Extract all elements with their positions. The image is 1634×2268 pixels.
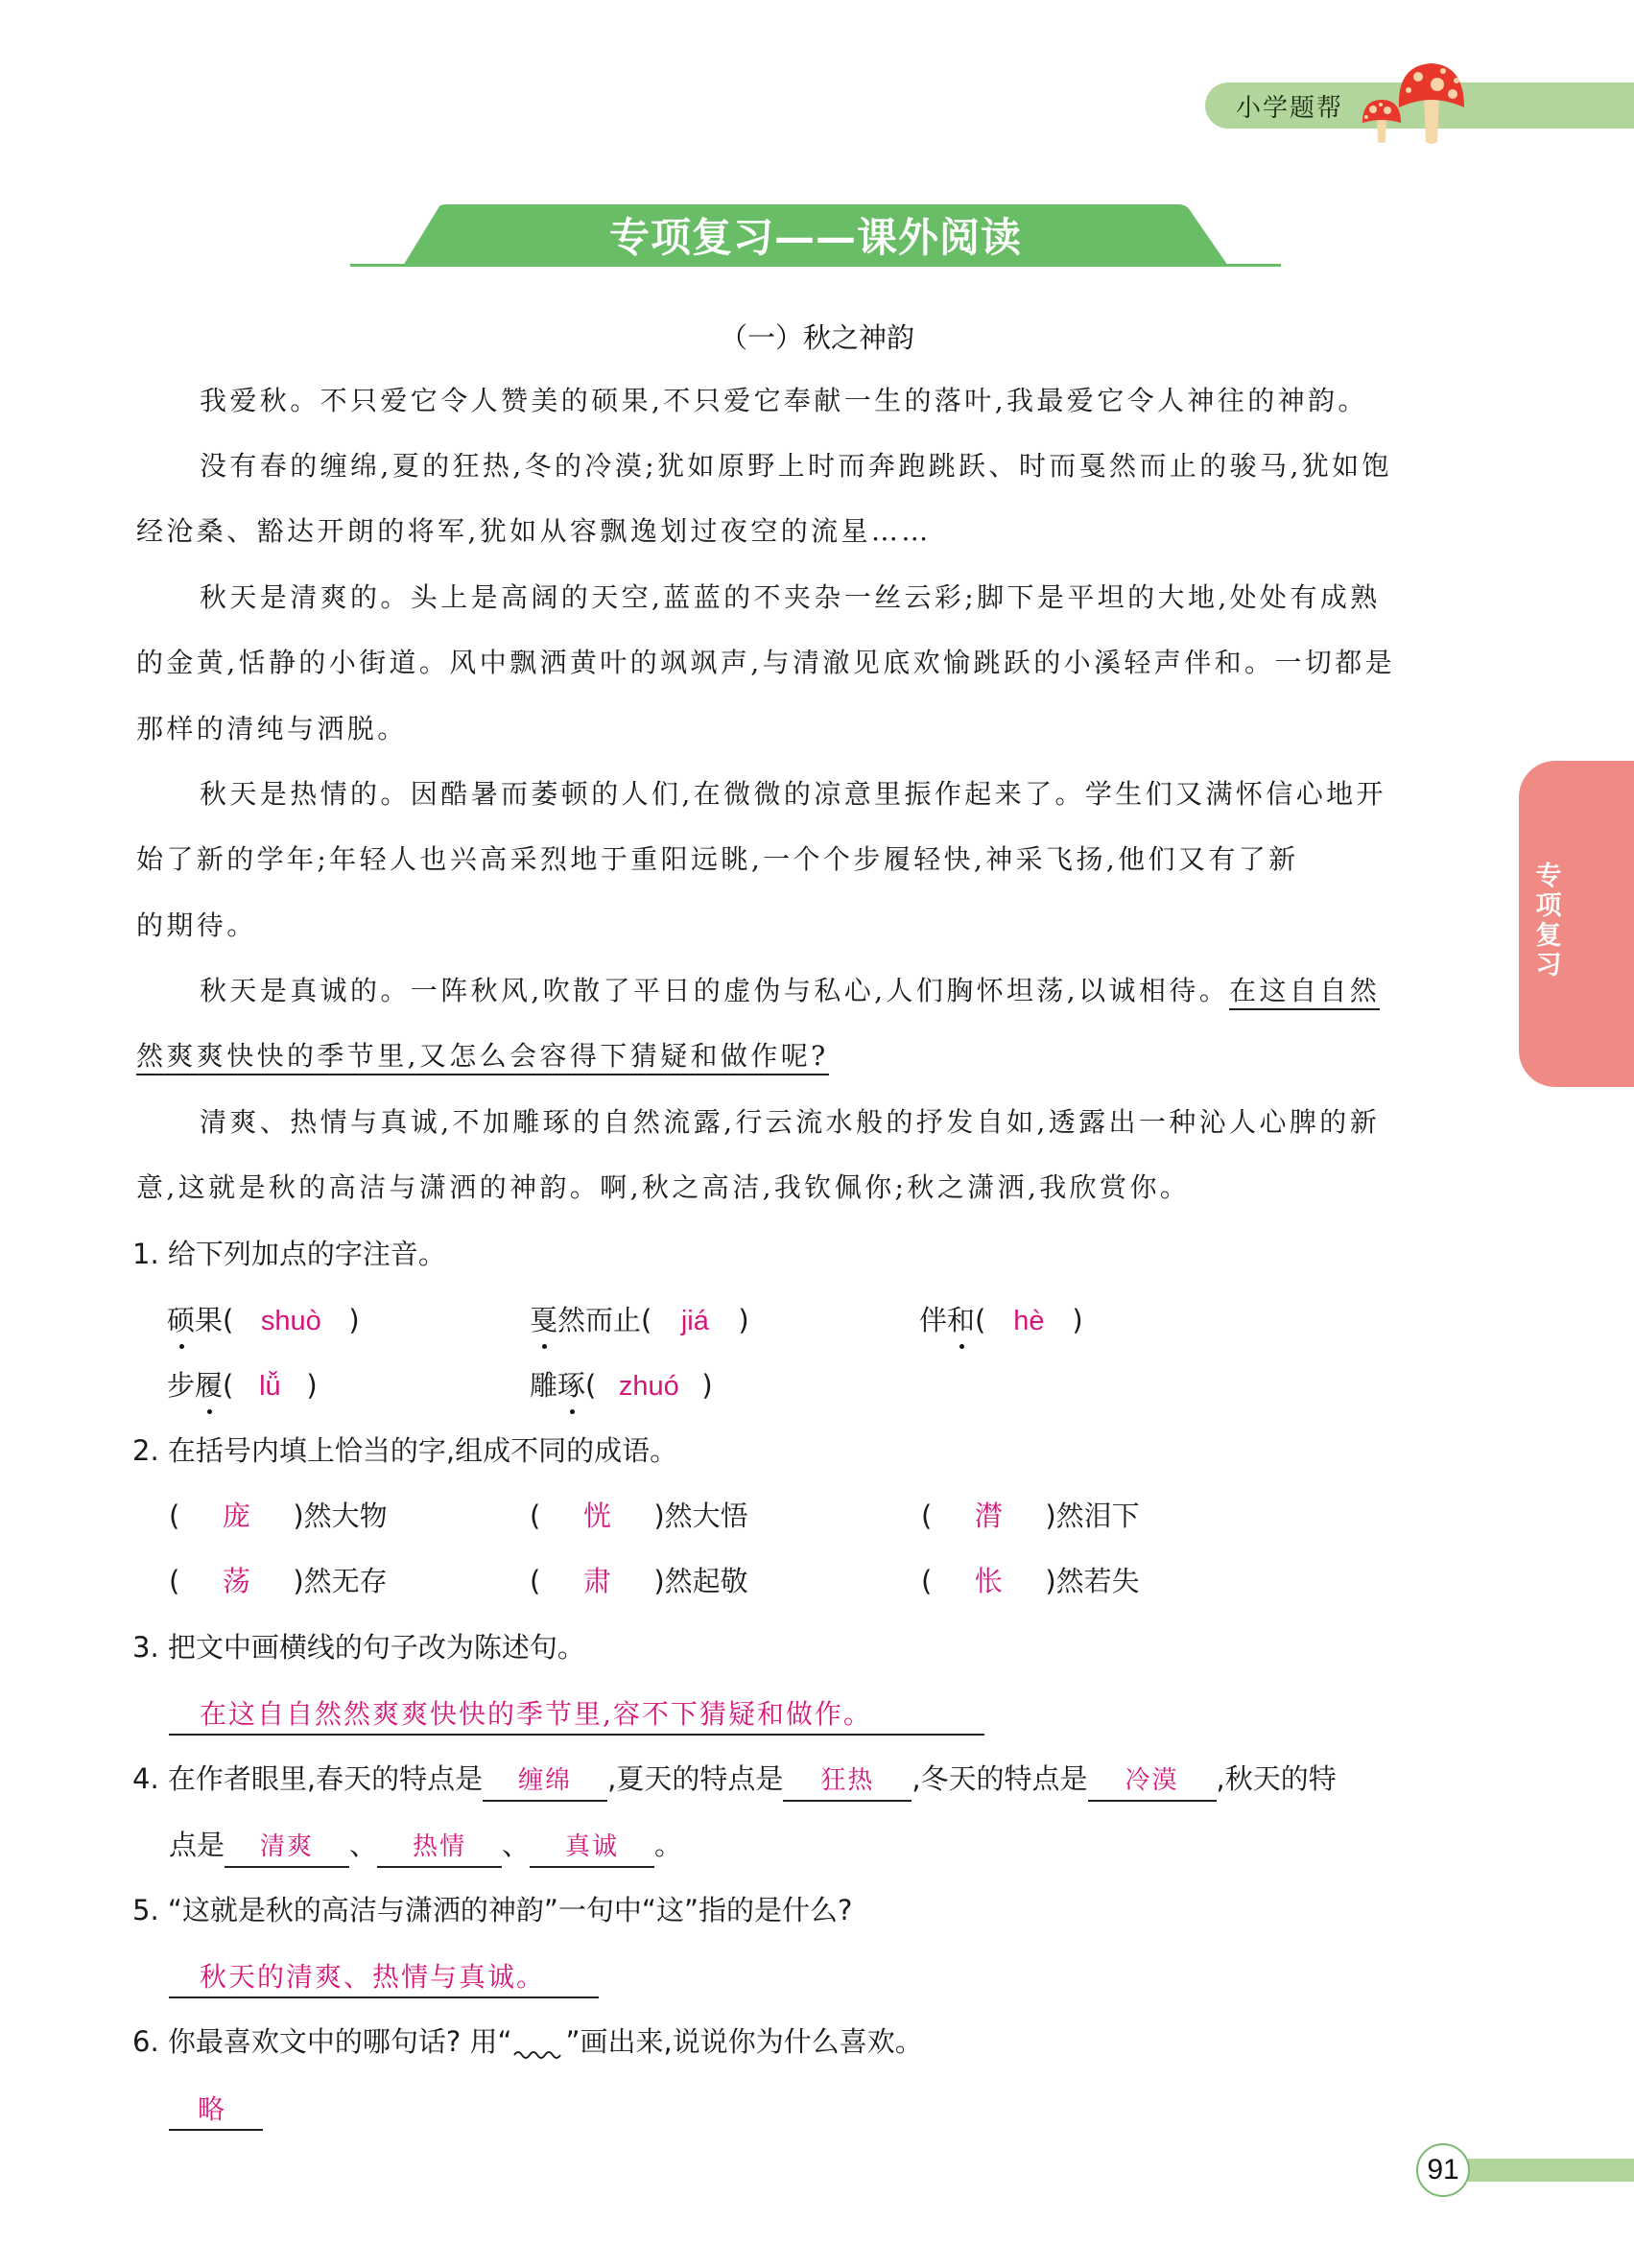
q1-item-4 <box>167 1366 318 1406</box>
q1-item-text: 然而止( <box>557 1304 652 1336</box>
dotted-char: 琢 <box>557 1366 585 1405</box>
pinyin-answer: shuò <box>260 1306 321 1336</box>
q6-text: 6. 你最喜欢文中的哪句话? 用“ <box>132 2025 512 2058</box>
q1-item-1 <box>167 1301 360 1340</box>
passage-line: 秋天是热情的。因酷暑而萎顿的人们,在微微的凉意里振作起来了。学生们又满怀信心地开 <box>200 778 1386 810</box>
q2-item-5 <box>530 1562 748 1600</box>
q4-text: ,秋天的特 <box>1216 1762 1337 1795</box>
side-tab-label: 专项复习 <box>1535 862 1562 980</box>
paren-open: ( <box>921 1565 933 1597</box>
passage-line: 清爽、热情与真诚,不加雕琢的自然流露,行云流水般的抒发自如,透露出一种沁人心脾的新 <box>200 1106 1381 1138</box>
q1-item-text: 伴 <box>919 1304 948 1336</box>
q1-item-2 <box>530 1301 749 1340</box>
q2-item-6 <box>921 1562 1140 1600</box>
pinyin-answer: hè <box>1013 1306 1045 1336</box>
q4-text: 4. 在作者眼里,春天的特点是 <box>132 1762 484 1795</box>
page-number-bar <box>1468 2159 1634 2182</box>
paren-close: ) <box>348 1304 360 1336</box>
q2-item-1 <box>169 1497 388 1535</box>
large-mushroom-icon <box>1397 59 1466 146</box>
q1-item-5 <box>530 1366 713 1406</box>
q4-text: ,夏天的特点是 <box>607 1762 784 1795</box>
q2-item-3 <box>921 1497 1140 1535</box>
question-2-prompt: 2. 在括号内填上恰当的字,组成不同的成语。 <box>132 1434 678 1467</box>
dotted-char: 戛 <box>530 1301 557 1339</box>
idiom-suffix: )然若失 <box>1045 1565 1140 1597</box>
pinyin-answer: jiá <box>680 1306 709 1336</box>
q1-item-text: ( <box>223 1369 234 1402</box>
paren-open: ( <box>169 1565 180 1597</box>
q5-answer: 秋天的清爽、热情与真诚。 <box>200 1961 546 1993</box>
passage-line: 的期待。 <box>136 910 257 941</box>
q4-blank-spring: 缠绵 <box>483 1761 607 1802</box>
q4-sep: 、 <box>502 1829 531 1861</box>
q1-item-text: ( <box>585 1369 597 1402</box>
paren-open: ( <box>530 1500 541 1532</box>
dotted-char: 履 <box>195 1366 223 1405</box>
fill-answer: 潸 <box>974 1500 1003 1532</box>
brand-label: 小学题帮 <box>1236 94 1344 123</box>
passage-line <box>136 1037 829 1075</box>
passage-line: 秋天是清爽的。头上是高阔的天空,蓝蓝的不夹杂一丝云彩;脚下是平坦的大地,处处有成熟 <box>200 581 1381 613</box>
paren-close: ) <box>738 1304 749 1336</box>
question-1-prompt: 1. 给下列加点的字注音。 <box>132 1238 446 1270</box>
dotted-char: 硕 <box>167 1301 195 1339</box>
q4-blank-summer: 狂热 <box>783 1761 912 1802</box>
paren-close: ) <box>306 1369 318 1402</box>
question-4-cont <box>169 1826 682 1868</box>
paren-close: ) <box>701 1369 713 1402</box>
q1-item-text: 雕 <box>530 1369 558 1402</box>
fill-answer: 荡 <box>222 1565 250 1597</box>
fill-answer: 恍 <box>582 1500 611 1532</box>
q5-answer-line <box>169 1957 599 1998</box>
q4-sep: 、 <box>349 1829 378 1861</box>
q4-blank-autumn-3: 真诚 <box>530 1828 654 1868</box>
passage-line: 那样的清纯与洒脱。 <box>136 713 408 744</box>
q4-end: 。 <box>654 1829 683 1861</box>
passage-title: （一）秋之神韵 <box>719 321 914 354</box>
passage-line: 意,这就是秋的高洁与潇洒的神韵。啊,秋之高洁,我钦佩你;秋之潇洒,我欣赏你。 <box>136 1171 1191 1203</box>
passage-line: 我爱秋。不只爱它令人赞美的硕果,不只爱它奉献一生的落叶,我最爱它令人神往的神韵。 <box>200 385 1368 416</box>
passage-line <box>200 972 1380 1010</box>
idiom-suffix: )然大悟 <box>653 1500 748 1532</box>
idiom-suffix: )然无存 <box>293 1565 388 1597</box>
q6-answer-line <box>169 2090 263 2131</box>
question-4 <box>132 1760 1337 1802</box>
q1-item-text: 步 <box>167 1369 196 1402</box>
idiom-suffix: )然泪下 <box>1045 1500 1140 1532</box>
q1-item-text: ( <box>975 1304 986 1336</box>
fill-answer: 庞 <box>222 1500 250 1532</box>
q4-blank-autumn-2: 热情 <box>377 1828 502 1868</box>
paren-open: ( <box>921 1500 933 1532</box>
pinyin-answer: zhuó <box>618 1371 679 1402</box>
passage-text: 秋天是真诚的。一阵秋风,吹散了平日的虚伪与私心,人们胸怀坦荡,以诚相待。 <box>200 975 1230 1006</box>
q6-answer: 略 <box>198 2093 227 2125</box>
fill-answer: 肃 <box>582 1565 611 1597</box>
underlined-sentence-start: 在这自自然 <box>1229 975 1380 1010</box>
pinyin-answer: lǚ <box>259 1371 281 1402</box>
paren-close: ) <box>1072 1304 1083 1336</box>
q3-answer-line <box>169 1694 984 1736</box>
q3-answer: 在这自自然然爽爽快快的季节里,容不下猜疑和做作。 <box>200 1698 872 1730</box>
page-number: 91 <box>1416 2143 1470 2197</box>
underlined-sentence-end: 然爽爽快快的季节里,又怎么会容得下猜疑和做作呢? <box>136 1040 829 1075</box>
q4-blank-autumn-1: 清爽 <box>225 1828 349 1868</box>
passage-line: 没有春的缠绵,夏的狂热,冬的冷漠;犹如原野上时而奔跑跳跃、时而戛然而止的骏马,犹如饱 <box>200 450 1392 482</box>
page-title: 专项复习——课外阅读 <box>608 214 1022 261</box>
fill-answer: 怅 <box>974 1565 1003 1597</box>
q2-item-2 <box>530 1497 748 1535</box>
question-6 <box>132 2022 923 2061</box>
question-3-prompt: 3. 把文中画横线的句子改为陈述句。 <box>132 1631 585 1664</box>
passage-line: 经沧桑、豁达开朗的将军,犹如从容飘逸划过夜空的流星…… <box>136 515 932 547</box>
wavy-underline-icon <box>512 2042 566 2061</box>
q4-text: 点是 <box>169 1829 225 1861</box>
q6-text: ”画出来,说说你为什么喜欢。 <box>565 2025 923 2058</box>
passage-line: 始了新的学年;年轻人也兴高采烈地于重阳远眺,一个个步履轻快,神采飞扬,他们又有了新 <box>136 843 1299 875</box>
idiom-suffix: )然大物 <box>293 1500 388 1532</box>
q4-text: ,冬天的特点是 <box>912 1762 1088 1795</box>
q1-item-3 <box>919 1301 1083 1340</box>
paren-open: ( <box>169 1500 180 1532</box>
question-5-prompt: 5. “这就是秋的高洁与潇洒的神韵”一句中“这”指的是什么? <box>132 1894 853 1926</box>
q4-blank-winter: 冷漠 <box>1088 1761 1217 1802</box>
q2-item-4 <box>169 1562 388 1600</box>
idiom-suffix: )然起敬 <box>653 1565 748 1597</box>
q1-item-text: 果( <box>195 1304 234 1336</box>
passage-line: 的金黄,恬静的小街道。风中飘洒黄叶的飒飒声,与清澈见底欢愉跳跃的小溪轻声伴和。一切都是 <box>136 647 1396 678</box>
paren-open: ( <box>530 1565 541 1597</box>
dotted-char: 和 <box>947 1301 975 1339</box>
